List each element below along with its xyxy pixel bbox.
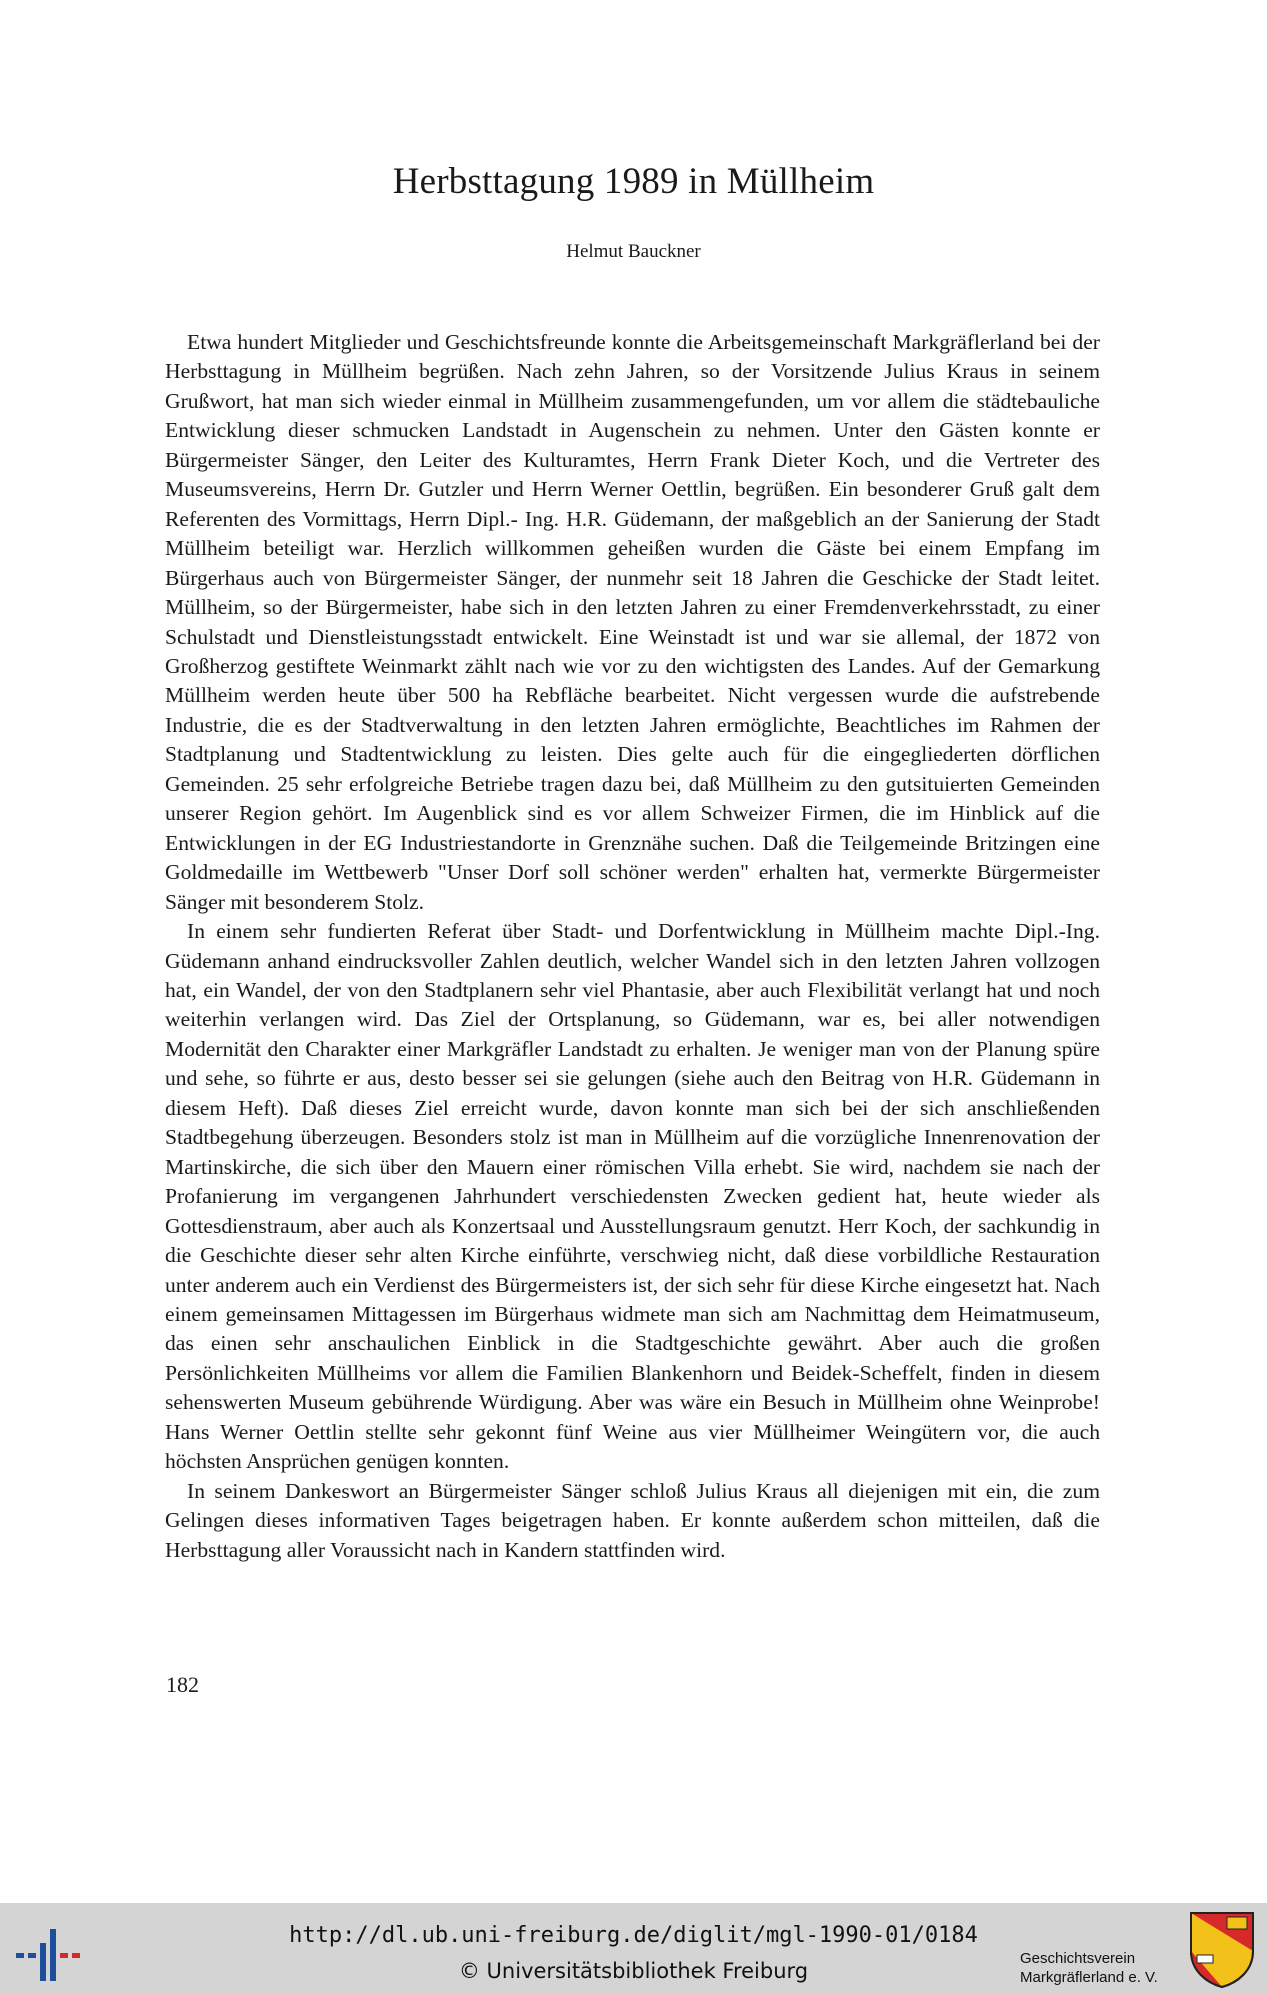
paragraph: In seinem Dankeswort an Bürgermeister Sänger schloß Julius Kraus all diejenigen mit ein, die zum Gelingen dieses informativen Tages beigetragen haben. Er konnte außerdem schon mitteilen, daß die Herbsttagung aller Voraussicht nach in Kandern stattfinden wird. xyxy=(165,1478,1100,1562)
copyright-notice: © Universitätsbibliothek Freiburg xyxy=(458,1959,809,1983)
paragraph: Etwa hundert Mitglieder und Geschichtsfreunde konnte die Arbeitsgemeinschaft Markgräflerland bei der Herbsttagung in Müllheim begrüßen. Nach zehn Jahren, so der Vorsitzende Julius Kraus in seinem Grußwort, hat man sich wieder einmal in Müllheim zusammengefunden, um vor allem die städtebauliche Entwicklung dieser schmucken Landstadt in Augenschein zu nehmen. Unter den Gästen konnte er Bürgermeister Sänger, den Leiter des Kulturamtes, Herrn Frank Dieter Koch, und die Vertreter des Museumsvereins, Herrn Dr. Gutzler und Herrn Werner Oettlin, begrüßen. Ein besonderer Gruß galt dem Referenten des Vormittags, Herrn Dipl.- Ing. H.R. Güdemann, der maßgeblich an der Sanierung der Stadt Müllheim beteiligt war. Herzlich willkommen geheißen wurden die Gäste bei einem Empfang im Bürgerhaus auch von Bürgermeister Sänger, der nunmehr seit 18 Jahren die Geschicke der Stadt leitet. Müllheim, so der Bürgermeister, habe sich in den letzten Jahren zu einer Fremdenverkehrsstadt, zu einer Schulstadt und Dienstleistungsstadt entwickelt. Eine Weinstadt ist und war sie allemal, der 1872 von Großherzog gestiftete Weinmarkt zählt nach wie vor zu den wichtigsten des Landes. Auf der Gemarkung Müllheim werden heute über 500 ha Rebfläche bearbeitet. Nicht vergessen wurde die aufstrebende Industrie, die es der Stadtverwaltung in den letzten Jahren ermöglichte, Beachtliches im Rahmen der Stadtplanung und Stadtentwicklung zu leisten. Dies gelte auch für die eingegliederten dörflichen Gemeinden. 25 sehr erfolgreiche Betriebe tragen dazu bei, daß Müllheim zu den gutsituierten Gemeinden unserer Region gehört. Im Augenblick sind es vor allem Schweizer Firmen, die im Hinblick auf die Entwicklungen in der EG Industriestandorte in Grenznähe suchen. Daß die Teilgemeinde Britzingen eine Goldmedaille im Wettbewerb "Unser Dorf soll schöner werden" erhalten hat, vermerkte Bürgermeister Sänger mit besonderem Stolz. xyxy=(165,330,1100,914)
article-body xyxy=(165,328,1100,1565)
page-number: 182 xyxy=(166,1672,199,1697)
article-title: Herbsttagung 1989 in Müllheim xyxy=(392,161,875,202)
paragraph: In einem sehr fundierten Referat über Stadt- und Dorfentwicklung in Müllheim machte Dipl.-Ing. Güdemann anhand eindrucksvoller Zahlen deutlich, welcher Wandel sich in den letzten Jahren vollzogen hat, ein Wandel, der von den Stadtplanern sehr viel Phantasie, aber auch Flexibilität verlangt hat und noch weiterhin verlangen wird. Das Ziel der Ortsplanung, so Güdemann, war es, bei aller notwendigen Modernität den Charakter einer Markgräfler Landstadt zu erhalten. Je weniger man von der Planung spüre und sehe, so führte er aus, desto besser sei sie gelungen (siehe auch den Beitrag von H.R. Güdemann in diesem Heft). Daß dieses Ziel erreicht wurde, davon konnte man sich bei der sich anschließenden Stadtbegehung überzeugen. Besonders stolz ist man in Müllheim auf die vorzügliche Innenrenovation der Martinskirche, die sich über den Mauern einer römischen Villa erhebt. Sie wird, nachdem sie nach der Profanierung im vergangenen Jahrhundert verschiedensten Zwecken gedient hat, heute wieder als Gottesdienstraum, aber auch als Konzertsaal und Ausstellungsraum genutzt. Herr Koch, der sachkundig in die Geschichte dieser sehr alten Kirche einführte, verschwieg nicht, daß diese vorbildliche Restauration unter anderem auch ein Verdienst des Bürgermeisters ist, der sich sehr für diese Kirche eingesetzt hat. Nach einem gemeinsamen Mittagessen im Bürgerhaus widmete man sich am Nachmittag dem Heimatmuseum, das einen sehr anschaulichen Einblick in die Stadtgeschichte gewährt. Aber auch die großen Persönlichkeiten Müllheims vor allem die Familien Blankenhorn und Beidek-Scheffelt, finden in diesem sehenswerten Museum gebührende Würdigung. Aber was wäre ein Besuch in Müllheim ohne Weinprobe! Hans Werner Oettlin stellte sehr gekonnt fünf Weine aus vier Müllheimer Weingütern vor, die auch höchsten Ansprüchen genügen konnten. xyxy=(165,919,1100,1474)
organization-name xyxy=(1020,1949,1180,1987)
viewer-footer xyxy=(0,1903,1267,1994)
article-author: Helmut Bauckner xyxy=(566,241,701,262)
document-url[interactable]: http://dl.ub.uni-freiburg.de/diglit/mgl-1990-01/0184 xyxy=(289,1923,978,1948)
organization-name-line: Markgräflerland e. V. xyxy=(1020,1969,1158,1986)
coat-of-arms-icon xyxy=(1189,1911,1255,1989)
organization-name-line: Geschichtsverein xyxy=(1020,1950,1136,1967)
